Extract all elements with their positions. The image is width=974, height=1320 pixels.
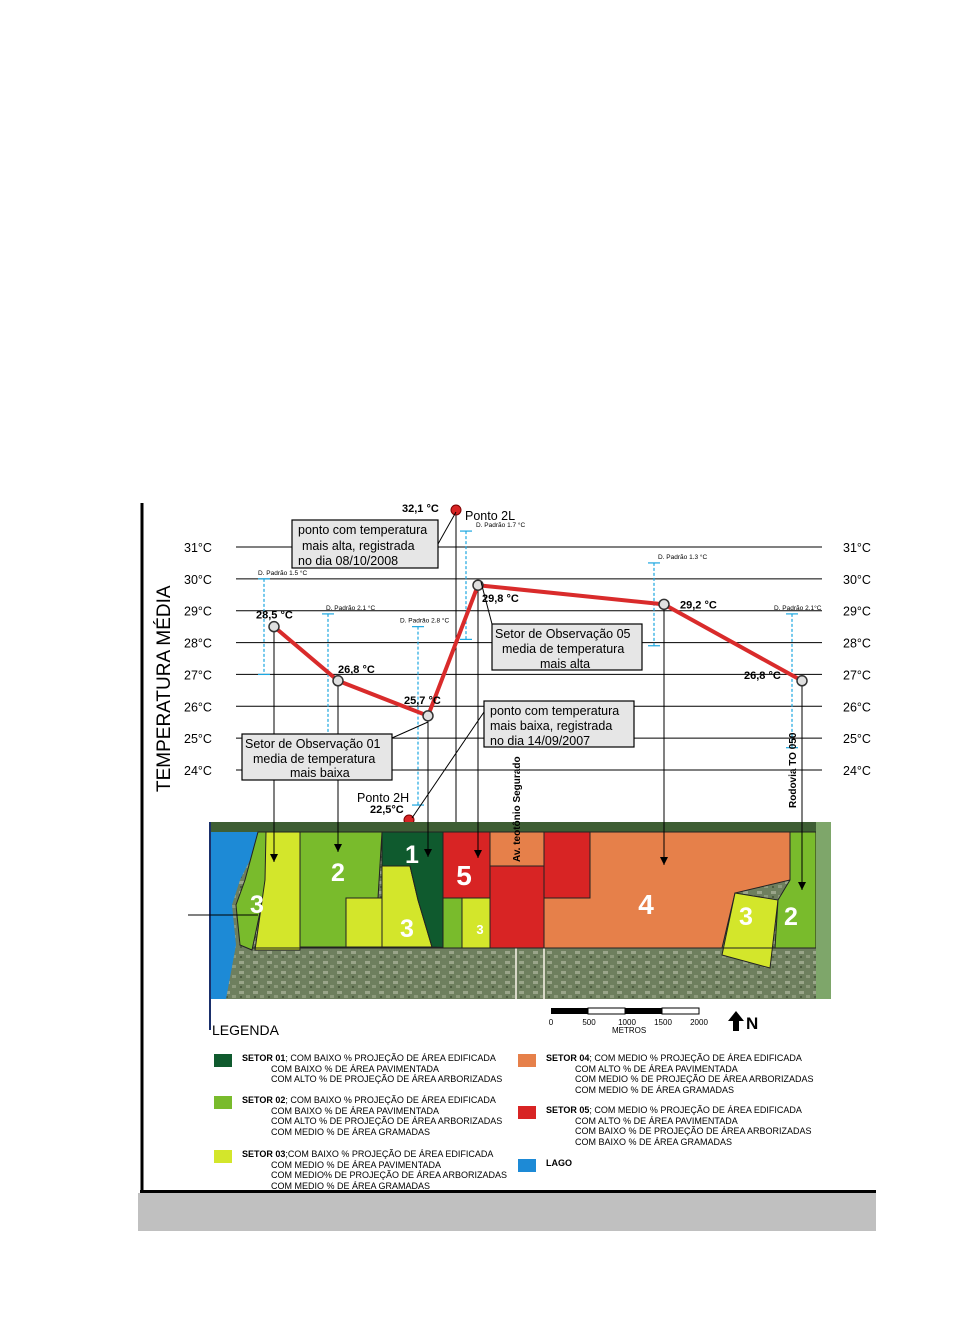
scale-bar	[549, 1008, 709, 1035]
data-point	[269, 622, 279, 632]
sector-number: 2	[331, 859, 345, 887]
sector-number: 3	[739, 903, 753, 931]
callout-max-line2: mais alta, registrada	[302, 539, 415, 553]
callout-min-line2: mais baixa, registrada	[490, 719, 613, 733]
y-tick-labels-right	[843, 541, 871, 778]
scale-unit: METROS	[612, 1026, 647, 1035]
y-tick-label-left: 26°C	[184, 700, 212, 715]
legend-text	[242, 1149, 507, 1191]
callout-setor01	[242, 722, 428, 780]
legend-line: COM ALTO % DE ÁREA PAVIMENTADA	[575, 1063, 738, 1074]
y-tick-label-right: 27°C	[843, 668, 871, 683]
callout-min-line1: ponto com temperatura	[490, 704, 620, 718]
legend-title: LEGENDA	[212, 1022, 279, 1038]
scale-tick-label: 1000	[618, 1018, 636, 1027]
callout-min-line3: no dia 14/09/2007	[490, 734, 591, 748]
north-arrow	[728, 1011, 758, 1033]
legend-key: LAGO	[546, 1158, 572, 1168]
sector-number: 3	[476, 922, 484, 937]
map-right-strip	[816, 822, 831, 999]
y-tick-label-left: 30°C	[184, 572, 212, 587]
extreme-high-point-name: Ponto 2L	[465, 509, 516, 523]
legend-swatch	[518, 1054, 536, 1067]
legend-line: ; COM MEDIO % PROJEÇÃO DE ÁREA EDIFICADA	[589, 1053, 802, 1063]
scale-tick-label: 2000	[690, 1018, 708, 1027]
data-label: 26,8 °C	[338, 663, 375, 676]
std-dev-label: D. Padrão 1.7 °C	[476, 522, 526, 530]
legend-key: SETOR 04	[546, 1053, 590, 1063]
road-label-to050: Rodovia TO 050	[788, 732, 799, 808]
callout-setor01-line3: mais baixa	[290, 766, 350, 780]
legend-line: ; COM MEDIO % PROJEÇÃO DE ÁREA EDIFICADA	[589, 1105, 802, 1115]
data-point	[423, 711, 433, 721]
data-label: 28,5 °C	[256, 609, 293, 622]
extreme-low-value: 22,5°C	[370, 804, 404, 816]
north-label: N	[746, 1014, 759, 1033]
extreme-high-point	[451, 505, 461, 515]
std-dev-label: D. Padrão 2.1 °C	[326, 604, 376, 612]
legend-text	[242, 1053, 502, 1085]
setor02-zone-c	[443, 898, 462, 948]
legend-line: COM BAIXO % DE ÁREA GRAMADAS	[575, 1136, 733, 1147]
legend-text	[242, 1095, 502, 1137]
sector-number: 3	[250, 891, 264, 919]
y-tick-labels-left	[184, 541, 212, 778]
legend-text	[546, 1053, 814, 1095]
legend-line: COM BAIXO % DE ÁREA PAVIMENTADA	[271, 1105, 440, 1116]
callout-max	[292, 512, 456, 568]
setor05-zone-b	[490, 866, 544, 948]
sector-number: 2	[784, 903, 798, 931]
legend-swatch	[214, 1054, 232, 1067]
std-dev-label: D. Padrão 1.3 °C	[658, 553, 708, 561]
std-dev-label: D. Padrão 2.1°C	[774, 604, 822, 612]
extreme-high-value: 32,1 °C	[402, 503, 439, 515]
y-tick-label-right: 26°C	[843, 700, 871, 715]
legend-line: ;COM BAIXO % PROJEÇÃO DE ÁREA EDIFICADA	[285, 1149, 494, 1159]
data-point	[797, 676, 807, 686]
road-label-teotonio: Av. teotônio Segurado	[512, 756, 523, 862]
legend-line: COM BAIXO % DE PROJEÇÃO DE ÁREA ARBORIZADAS	[575, 1126, 812, 1136]
legend-text	[546, 1105, 812, 1147]
legend-line: COM BAIXO % DE ÁREA PAVIMENTADA	[271, 1063, 440, 1074]
legend-line: COM ALTO % DE PROJEÇÃO DE ÁREA ARBORIZADAS	[271, 1074, 503, 1084]
y-tick-label-left: 29°C	[184, 604, 212, 619]
scale-tick-label: 1500	[654, 1018, 672, 1027]
data-label: 26,8 °C	[744, 669, 781, 682]
legend-line: COM ALTO % DE ÁREA PAVIMENTADA	[575, 1115, 738, 1126]
scale-tick-label: 0	[548, 1018, 554, 1027]
legend-key: SETOR 01	[242, 1053, 286, 1063]
data-point	[659, 599, 669, 609]
sector-number: 1	[405, 841, 419, 869]
legend-key: SETOR 02	[242, 1095, 286, 1105]
legend-line: COM MEDIO % DE PROJEÇÃO DE ÁREA ARBORIZADAS	[575, 1074, 814, 1084]
callout-min	[412, 701, 634, 818]
y-tick-label-right: 24°C	[843, 764, 871, 778]
sector-number: 3	[400, 915, 414, 943]
data-label: 29,2 °C	[680, 599, 717, 612]
legend-key: SETOR 05	[546, 1105, 590, 1115]
callout-setor01-line2: media de temperatura	[253, 752, 376, 766]
data-label: 25,7 °C	[404, 694, 441, 707]
y-tick-label-right: 25°C	[843, 732, 871, 747]
scale-tick-label: 500	[582, 1018, 596, 1027]
y-tick-label-left: 27°C	[184, 668, 212, 683]
legend-line: ; COM BAIXO % PROJEÇÃO DE ÁREA EDIFICADA	[285, 1095, 496, 1105]
setor05-zone-c	[544, 832, 590, 898]
y-tick-label-right: 31°C	[843, 541, 871, 555]
legend-swatch	[214, 1150, 232, 1163]
legend-line: COM MEDIO % DE ÁREA GRAMADAS	[271, 1180, 431, 1191]
y-tick-label-left: 31°C	[184, 541, 212, 555]
legend-line: COM ALTO % DE PROJEÇÃO DE ÁREA ARBORIZADAS	[271, 1116, 503, 1126]
sector-number: 5	[456, 860, 472, 891]
y-tick-label-left: 24°C	[184, 764, 212, 778]
legend-line: COM MEDIO% DE PROJEÇÃO DE ÁREA ARBORIZADAS	[271, 1170, 508, 1180]
y-tick-label-right: 30°C	[843, 572, 871, 587]
y-tick-label-right: 28°C	[843, 636, 871, 651]
y-tick-label-left: 28°C	[184, 636, 212, 651]
legend-text	[546, 1158, 572, 1169]
extreme-low-point-name: Ponto 2H	[357, 791, 410, 805]
legend-key: SETOR 03	[242, 1149, 286, 1159]
legend-swatch	[518, 1159, 536, 1172]
data-point	[333, 676, 343, 686]
callout-setor05-line3: mais alta	[540, 657, 591, 671]
setor03-zone-center	[346, 898, 382, 947]
data-label: 29,8 °C	[482, 593, 519, 606]
callout-setor01-line1: Setor de Observação 01	[245, 737, 381, 751]
callout-max-line1: ponto com temperatura	[298, 523, 428, 537]
legend-line: COM MEDIO % DE ÁREA PAVIMENTADA	[271, 1159, 442, 1170]
sector-number: 4	[638, 889, 654, 920]
legend-line: COM MEDIO % DE ÁREA GRAMADAS	[271, 1126, 431, 1137]
y-tick-label-right: 29°C	[843, 604, 871, 619]
legend-line: ; COM BAIXO % PROJEÇÃO DE ÁREA EDIFICADA	[285, 1053, 496, 1063]
legend-line: COM MEDIO % DE ÁREA GRAMADAS	[575, 1084, 735, 1095]
callout-max-line3: no dia 08/10/2008	[298, 554, 399, 568]
callout-setor05-line2: media de temperatura	[502, 642, 625, 656]
std-dev-label: D. Padrão 1.5 °C	[258, 569, 308, 577]
footer-bar	[138, 1193, 876, 1231]
y-tick-label-left: 25°C	[184, 732, 212, 747]
y-axis-title: TEMPERATURA MÉDIA	[154, 585, 175, 792]
callout-setor05-line1: Setor de Observação 05	[495, 627, 631, 641]
legend-swatch	[214, 1096, 232, 1109]
legend-swatch	[518, 1106, 536, 1119]
std-dev-label: D. Padrão 2.8 °C	[400, 617, 450, 625]
